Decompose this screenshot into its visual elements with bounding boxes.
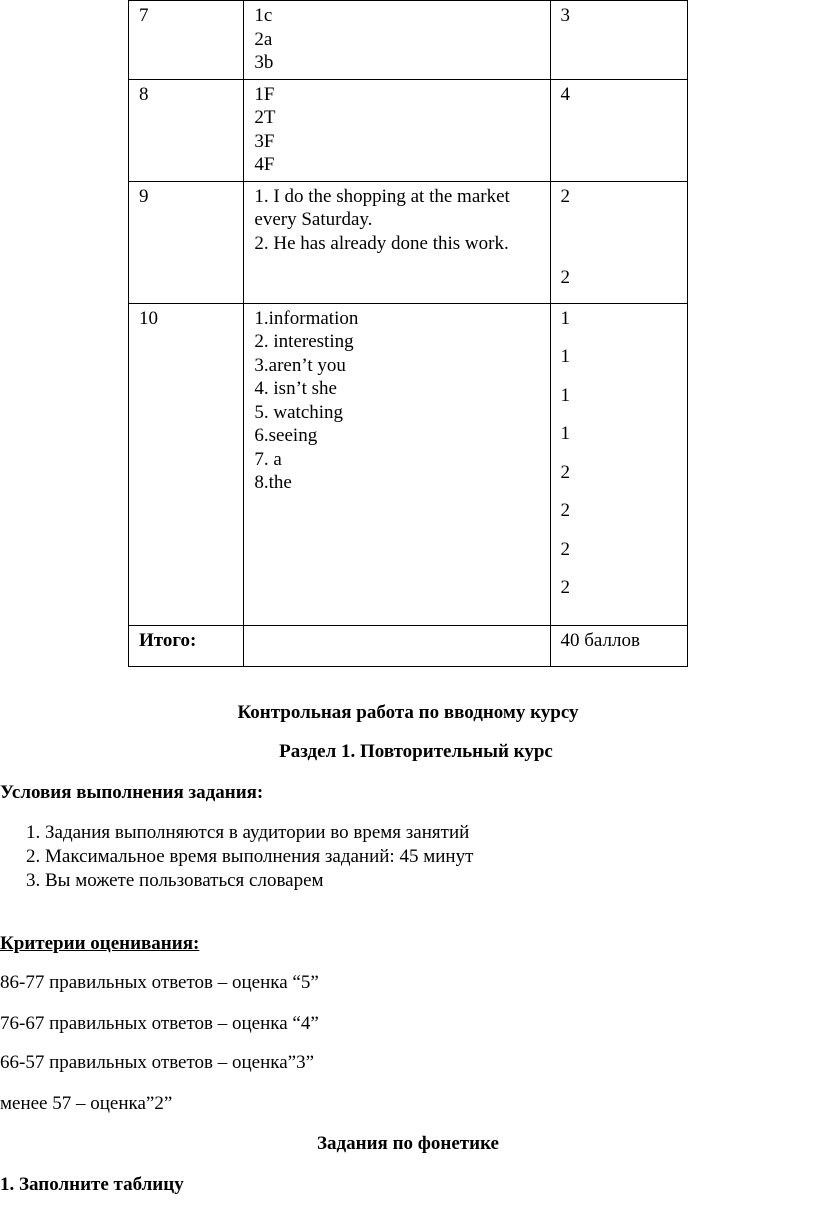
table-row bbox=[129, 181, 688, 303]
answer-line: 3b bbox=[254, 52, 274, 73]
criteria-item: 86-77 правильных ответов – оценка “5” bbox=[0, 972, 319, 993]
answer-line: 8.the bbox=[254, 472, 292, 493]
points-value: 1 bbox=[560, 346, 570, 367]
total-row bbox=[129, 625, 688, 666]
table-row bbox=[129, 1, 688, 80]
answer-line: 2T bbox=[254, 107, 276, 128]
points-cell bbox=[550, 79, 688, 181]
points-value: 2 bbox=[560, 538, 570, 560]
task-number: 9 bbox=[129, 181, 244, 303]
points-value: 1 bbox=[560, 307, 570, 329]
points-value: 2 bbox=[560, 267, 570, 288]
answer-cell bbox=[244, 303, 550, 625]
answer-line: 5. watching bbox=[254, 401, 344, 423]
answer-line: 7. a bbox=[254, 448, 282, 470]
criteria-item: 76-67 правильных ответов – оценка “4” bbox=[0, 1013, 319, 1034]
answer-line: 2. He has already done this work. bbox=[254, 232, 509, 254]
points-value: 2 bbox=[560, 461, 570, 483]
condition-item: 3. Вы можете пользоваться словарем bbox=[45, 869, 473, 893]
answer-line: 2. interesting bbox=[254, 331, 354, 352]
answer-line: 3.aren’t you bbox=[254, 354, 346, 376]
table-row bbox=[129, 79, 688, 181]
condition-item: 1. Задания выполняются в аудитории во время занятий bbox=[45, 821, 473, 845]
total-value: 40 баллов bbox=[550, 625, 688, 666]
answers-table bbox=[128, 0, 688, 667]
criteria-item: менее 57 – оценка”2” bbox=[0, 1093, 173, 1114]
answer-line: 1c bbox=[254, 5, 273, 26]
task-heading: 1. Заполните таблицу bbox=[0, 1174, 184, 1195]
points-value: 2 bbox=[560, 185, 570, 207]
answer-cell bbox=[244, 181, 550, 303]
points-cell bbox=[550, 303, 688, 625]
points-value: 1 bbox=[560, 423, 570, 444]
task-number: 10 bbox=[129, 303, 244, 625]
answer-line: 4F bbox=[254, 154, 275, 175]
table-row bbox=[129, 303, 688, 625]
test-title: Контрольная работа по вводному курсу bbox=[237, 702, 579, 723]
criteria-title: Критерии оценивания: bbox=[0, 933, 200, 954]
points-value: 2 bbox=[560, 577, 570, 598]
conditions-list bbox=[0, 821, 473, 893]
answer-line: 1.information bbox=[254, 307, 359, 329]
answer-line: 4. isn’t she bbox=[254, 378, 337, 399]
answer-cell bbox=[244, 1, 550, 80]
criteria-item: 66-57 правильных ответов – оценка”3” bbox=[0, 1052, 315, 1073]
conditions-title: Условия выполнения задания: bbox=[0, 782, 264, 803]
answer-line: 1. I do the shopping at the market every Saturday. bbox=[254, 185, 510, 230]
answer-line: 1F bbox=[254, 83, 275, 105]
condition-item: 2. Максимальное время выполнения заданий: 45 минут bbox=[45, 845, 473, 869]
points-value: 3 bbox=[560, 5, 570, 26]
points-cell bbox=[550, 1, 688, 80]
total-empty-cell bbox=[244, 625, 550, 666]
section-title: Раздел 1. Повторительный курс bbox=[279, 741, 553, 762]
points-value: 1 bbox=[560, 384, 570, 406]
points-cell bbox=[550, 181, 688, 303]
total-label: Итого: bbox=[129, 625, 244, 666]
task-number: 8 bbox=[129, 79, 244, 181]
answer-cell bbox=[244, 79, 550, 181]
task-number: 7 bbox=[129, 1, 244, 80]
answer-line: 3F bbox=[254, 130, 275, 152]
answer-line: 6.seeing bbox=[254, 425, 318, 446]
answer-line: 2a bbox=[254, 28, 273, 50]
points-value: 4 bbox=[560, 83, 570, 105]
points-value: 2 bbox=[560, 500, 570, 521]
phonetics-title: Задания по фонетике bbox=[317, 1133, 499, 1154]
